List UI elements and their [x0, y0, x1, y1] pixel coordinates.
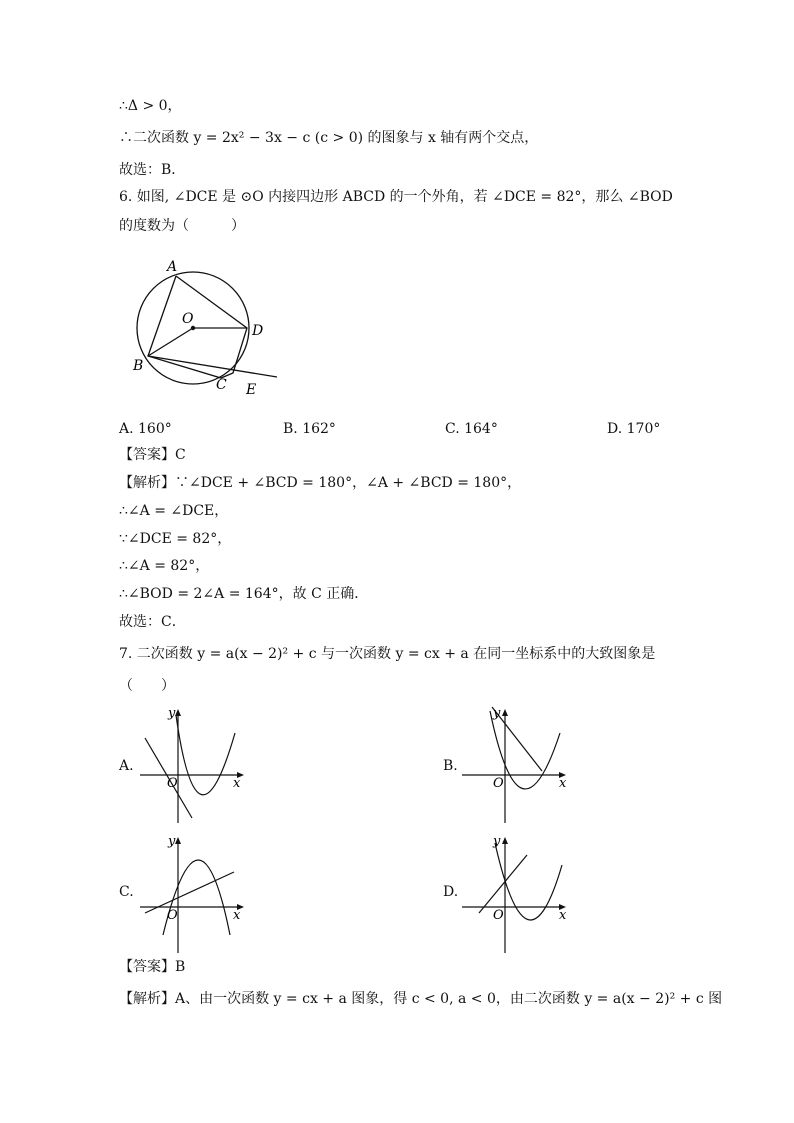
text-line: 故选：B．	[119, 162, 186, 178]
origin-label: O	[493, 908, 504, 923]
axis-y-label: y	[168, 834, 176, 849]
explanation-7: 【解析】A、由一次函数 y = cx + a 图象，得 c < 0, a < 0，由二次函数 y = a(x − 2)² + c 图	[119, 991, 723, 1007]
point-label-O: O	[182, 311, 194, 327]
axis-y-label: y	[493, 706, 501, 721]
text-line: ∴二次函数 y = 2x² − 3x − c (c > 0) 的图象与 x 轴有两个交点，	[119, 130, 539, 146]
explanation-6: ∵∠DCE = 82°，	[119, 531, 232, 547]
point-label-D: D	[252, 323, 264, 339]
graph-option-d	[462, 835, 572, 955]
answer-6: 【答案】C	[119, 447, 186, 463]
text-line: ∴Δ > 0，	[119, 98, 182, 114]
explanation-6: ∴∠A = ∠DCE，	[119, 503, 229, 519]
explanation-6: 【解析】∵∠DCE + ∠BCD = 180°，∠A + ∠BCD = 180°，	[119, 475, 522, 491]
option-c: C. 164°	[445, 421, 498, 437]
origin-label: O	[493, 776, 504, 791]
point-label-A: A	[167, 259, 178, 275]
question-6-text-cont: 的度数为（ ）	[119, 218, 245, 234]
graph-option-a-label: A.	[119, 758, 134, 774]
graph-option-d-label: D.	[443, 884, 459, 900]
point-label-E: E	[246, 382, 257, 398]
answer-7: 【答案】B	[119, 959, 186, 975]
axis-x-label: x	[233, 776, 241, 791]
graph-option-a	[140, 705, 250, 825]
origin-label: O	[167, 776, 178, 791]
explanation-6: ∴∠BOD = 2∠A = 164°，故 C 正确．	[119, 586, 369, 602]
axis-y-label: y	[493, 834, 501, 849]
axis-x-label: x	[559, 776, 567, 791]
circle-quadrilateral-figure	[125, 255, 275, 405]
origin-label: O	[167, 908, 178, 923]
explanation-6: 故选：C．	[119, 614, 186, 630]
option-a: A. 160°	[119, 421, 172, 437]
graph-option-b-label: B.	[443, 758, 458, 774]
graph-option-c	[140, 835, 250, 955]
point-label-B: B	[133, 358, 144, 374]
explanation-6: ∴∠A = 82°，	[119, 558, 210, 574]
question-7-text-cont: （ ）	[119, 678, 175, 694]
graph-option-c-label: C.	[119, 884, 134, 900]
option-b: B. 162°	[283, 421, 336, 437]
option-d: D. 170°	[607, 421, 661, 437]
question-6-text: 6. 如图, ∠DCE 是 ⊙O 内接四边形 ABCD 的一个外角，若 ∠DCE = 82°，那么 ∠BOD	[119, 189, 673, 205]
axis-y-label: y	[168, 706, 176, 721]
axis-x-label: x	[233, 908, 241, 923]
axis-x-label: x	[559, 908, 567, 923]
graph-option-b	[462, 705, 572, 825]
point-label-C: C	[216, 377, 227, 393]
question-7-text: 7. 二次函数 y = a(x − 2)² + c 与一次函数 y = cx + a 在同一坐标系中的大致图象是	[119, 646, 656, 662]
